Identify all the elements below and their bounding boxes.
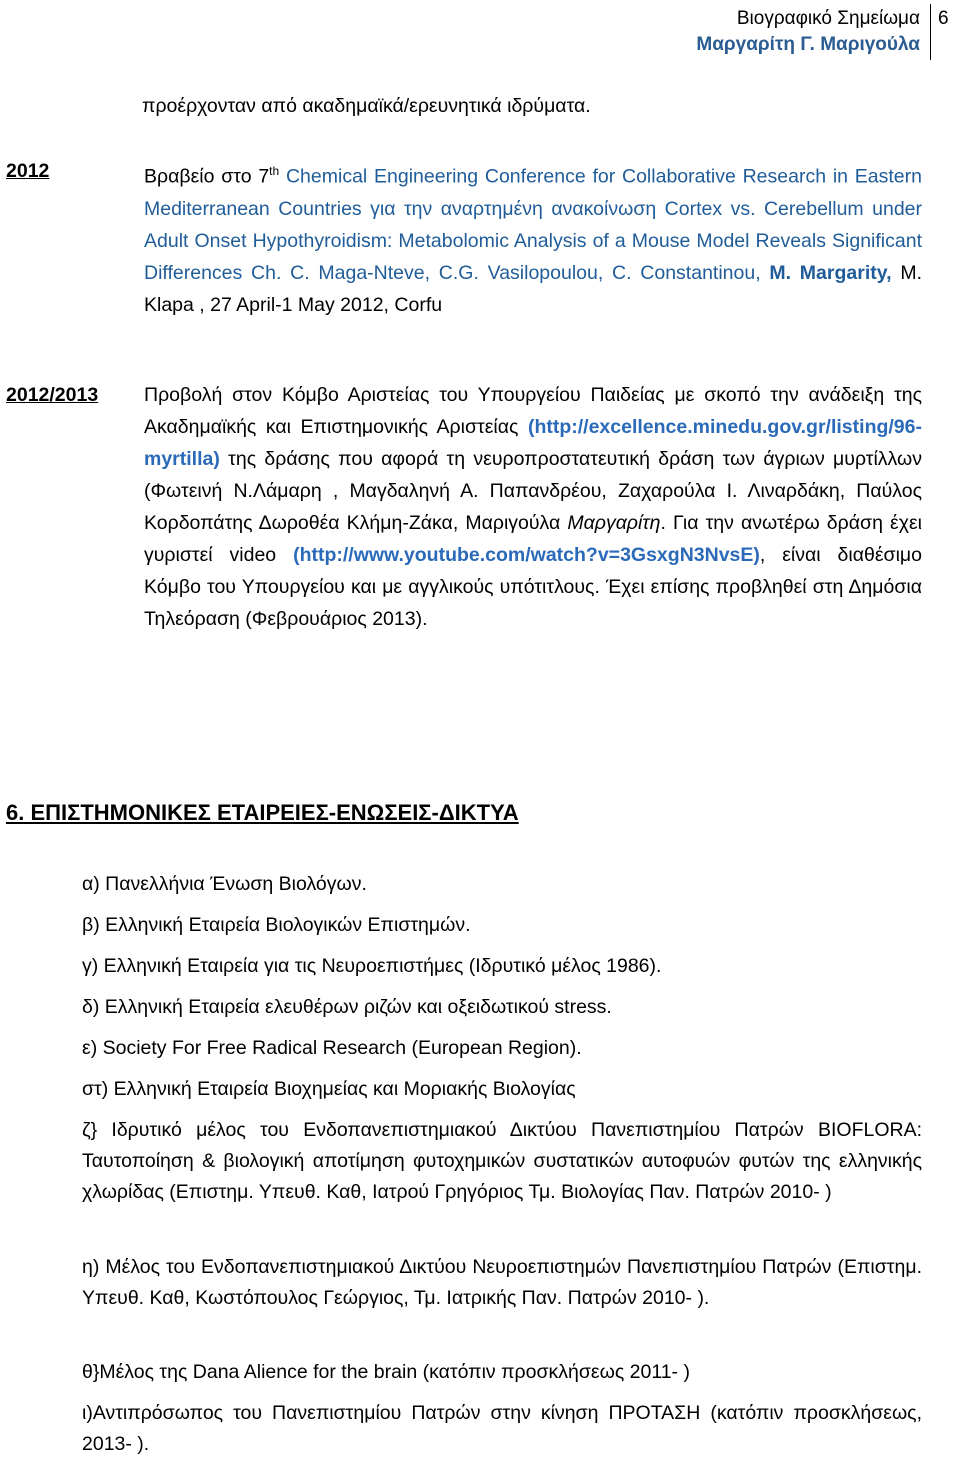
list-item: ε) Society For Free Radical Research (European Region). bbox=[82, 1037, 582, 1059]
year-2012: 2012 bbox=[6, 160, 50, 182]
award-2012-tail: M. Klapa , 27 April-1 May 2012, Corfu bbox=[144, 261, 922, 316]
award-2012-title: Cortex vs. Cerebellum under Adult Onset Hypothyroidism: Metabolomic Analysis of a Mouse Model Reveals Significant Differences Ch. C. Maga-Nteve, C.G. Vasilopoulou, C. Constantinou, bbox=[144, 197, 922, 284]
award-2012-text-a: Βραβείο στο 7 bbox=[144, 165, 270, 188]
list-item: ι)Αντιπρόσωπος του Πανεπιστημίου Πατρών στην κίνηση ΠΡΟΤΑΣΗ (κατόπιν προσκλήσεως, 2013- ). bbox=[82, 1402, 922, 1455]
list-item: β) Ελληνική Εταιρεία Βιολογικών Επιστημών. bbox=[82, 914, 471, 936]
section-6-title: 6. ΕΠΙΣΤΗΜΟΝΙΚΕΣ ΕΤΑΙΡΕΙΕΣ-ΕΝΩΣΕΙΣ-ΔΙΚΤΥΑ bbox=[6, 800, 519, 825]
list-item: α) Πανελλήνια Ένωση Βιολόγων. bbox=[82, 873, 367, 895]
list-item: στ) Ελληνική Εταιρεία Βιοχημείας και Μοριακής Βιολογίας bbox=[82, 1078, 576, 1100]
award-2013-name: Μαργαρίτη bbox=[567, 512, 661, 534]
year-2012-2013: 2012/2013 bbox=[6, 384, 99, 406]
page-header bbox=[0, 0, 960, 62]
document-title: Βιογραφικό Σημείωμα bbox=[736, 8, 920, 29]
award-2013-text-c: . Για την ανωτέρω δράση έχει γυριστεί video bbox=[144, 512, 922, 566]
list-item: δ) Ελληνική Εταιρεία ελευθέρων ριζών και οξειδωτικού stress. bbox=[82, 996, 612, 1018]
page-number: 6 bbox=[938, 8, 949, 29]
list-item: θ}Μέλος της Dana Alience for the brain (κατόπιν προσκλήσεως 2011- ) bbox=[82, 1361, 690, 1383]
excellence-link[interactable]: (http://excellence.minedu.gov.gr/listing/96-myrtilla) bbox=[144, 416, 922, 470]
award-2012-2013-text bbox=[144, 379, 922, 635]
list-item: ζ} Ιδρυτικό μέλος του Ενδοπανεπιστημιακού Δικτύου Πανεπιστημίου Πατρών BIOFLORA: Ταυτοποίηση & βιολογική αποτίμηση φυτοχημικών συστατικών αυτοφυών φυτών της ελληνικής χλωρίδας (Επιστημ. Υπευθ. Καθ, Ιατρού Γρηγόριος Τμ. Βιολογίας Παν. Πατρών 2010- ) bbox=[82, 1119, 922, 1203]
intro-line: προέρχονταν από ακαδημαϊκά/ερευνητικά ιδρύματα. bbox=[142, 95, 591, 117]
award-2012-author: M. Margarity, bbox=[769, 261, 892, 284]
award-2013-text-a: Προβολή στον Κόμβο Αριστείας του Υπουργείου Παιδείας με σκοπό την ανάδειξη της Ακαδημαϊκής και Επιστημονικής Αριστείας bbox=[144, 384, 922, 438]
youtube-link[interactable]: (http://www.youtube.com/watch?v=3GsxgN3NvsE) bbox=[293, 544, 760, 566]
list-item: η) Μέλος του Ενδοπανεπιστημιακού Δικτύου Νευροεπιστημών Πανεπιστημίου Πατρών (Επιστημ. Υπευθ. Καθ, Κωστόπουλος Γεώργιος, Τμ. Ιατρικής Παν. Πατρών 2010- ). bbox=[82, 1256, 922, 1309]
award-2013-text-b: της δράσης που αφορά τη νευροπροστατευτική δράση των άγριων μυρτίλλων (Φωτεινή Ν.Λάμαρη , Μαγδαληνή Α. Παπανδρέου, Ζαχαρούλα Ι. Λιναρδάκη, Παύλος Κορδοπάτης Δωροθέα Κλήμη-Ζάκα, Μαριγούλα bbox=[144, 448, 922, 534]
award-2012-sup: th bbox=[269, 164, 280, 178]
list-item: γ) Ελληνική Εταιρεία για τις Νευροεπιστήμες (Ιδρυτικό μέλος 1986). bbox=[82, 955, 662, 977]
header-divider bbox=[930, 4, 931, 60]
award-2012-text-b: Chemical Engineering Conference for Collaborative Research in Eastern Mediterranean Countries για την αναρτημένη ανακοίνωση bbox=[144, 165, 922, 220]
author-name: Μαργαρίτη Γ. Μαριγούλα bbox=[696, 34, 920, 55]
award-2013-text-d: , είναι διαθέσιμο Κόμβο του Υπουργείου και με αγγλικούς υπότιτλους. Έχει επίσης προβληθεί στη Δημόσια Τηλεόραση (Φεβρουάριος 2013). bbox=[144, 544, 922, 630]
award-2012-text bbox=[144, 155, 922, 321]
